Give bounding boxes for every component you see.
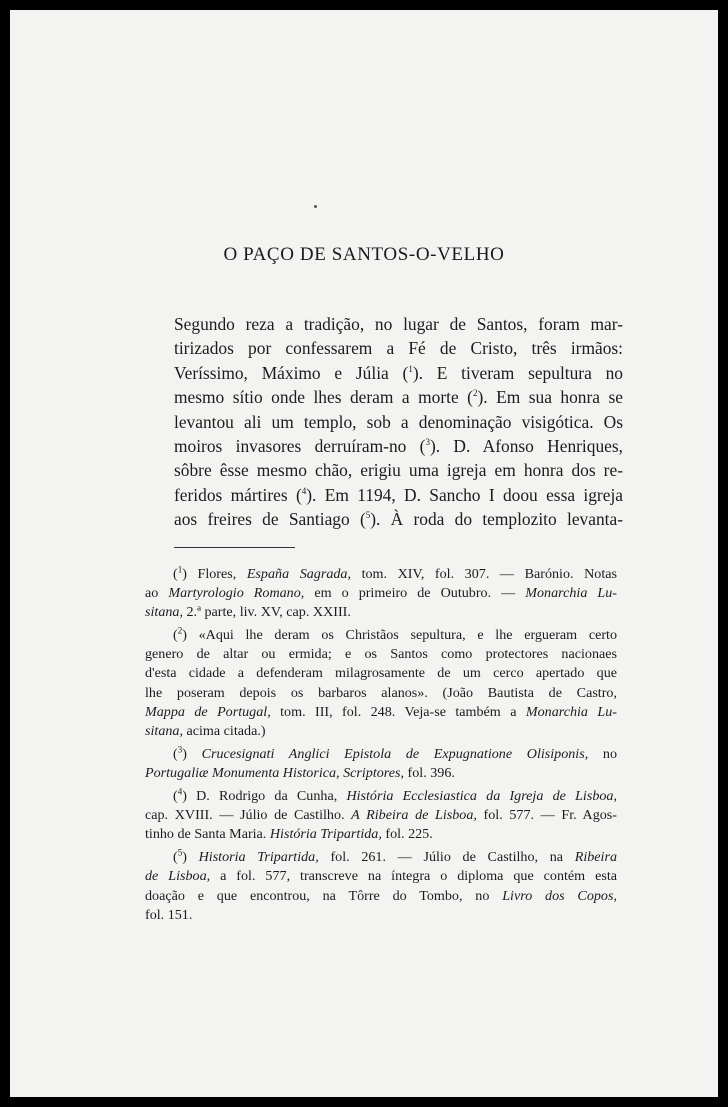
footnote-line: fol. 151. bbox=[145, 906, 193, 923]
body-line: Veríssimo, Máximo e Júlia ($^1$). E tiveram sepultura no bbox=[174, 362, 623, 383]
footnote-line: genero de altar ou ermida; e os Santos como protectores nacionaes bbox=[145, 646, 617, 663]
footnote-line: sitana, acima citada.) bbox=[145, 722, 266, 739]
footnotes bbox=[145, 565, 617, 925]
body-line: Segundo reza a tradição, no lugar de Santos, foram mar- bbox=[174, 314, 623, 334]
body-line: mesmo sítio onde lhes deram a morte ($^2$). Em sua honra se bbox=[174, 387, 623, 408]
ink-speck bbox=[314, 205, 317, 208]
footnote-line: de Lisboa, a fol. 577, transcreve na íntegra o diploma que contém esta bbox=[145, 868, 617, 885]
page-title: O PAÇO DE SANTOS-O-VELHO bbox=[223, 244, 505, 265]
body-line: feridos mártires ($^4$). Em 1194, D. Sancho I doou essa igreja bbox=[174, 484, 623, 505]
body-line: moiros invasores derruíram-no ($^3$). D. Afonso Henriques, bbox=[174, 436, 623, 457]
footnote-ref: 2 bbox=[472, 388, 478, 399]
footnote-5: ($^5$) Historia Tripartida, fol. 261. — Júlio de Castilho, na Ribeira bbox=[173, 847, 618, 866]
page-paper bbox=[10, 10, 718, 1097]
body-paragraph bbox=[174, 312, 623, 532]
footnote-ref: 3 bbox=[425, 437, 430, 448]
footnote-line: sitana, 2.ª parte, liv. XV, cap. XXIII. bbox=[145, 604, 351, 621]
footnote-ref: 4 bbox=[301, 486, 307, 497]
footnote-divider bbox=[174, 547, 295, 548]
footnote-line: Portugaliæ Monumenta Historica, Scriptores, fol. 396. bbox=[145, 764, 455, 781]
footnote-4: ($^4$) D. Rodrigo da Cunha, História Ecclesiastica da Igreja de Lisboa, bbox=[173, 786, 618, 805]
footnote-ref: 5 bbox=[365, 510, 371, 521]
footnote-line: tinho de Santa Maria. História Tripartida, fol. 225. bbox=[145, 826, 433, 843]
footnote-line: cap. XVIII. — Júlio de Castilho. A Ribeira de Lisboa, fol. 577. — Fr. Agos- bbox=[145, 807, 617, 824]
body-line: sôbre êsse mesmo chão, erigiu uma igreja em honra dos re- bbox=[174, 460, 623, 481]
footnote-line: doação e que encontrou, na Tôrre do Tombo, no Livro dos Copos, bbox=[145, 887, 617, 904]
body-line: levantou ali um templo, sob a denominação visigótica. Os bbox=[174, 411, 623, 432]
footnote-line: ao Martyrologio Romano, em o primeiro de Outubro. — Monarchia Lu- bbox=[145, 585, 617, 602]
footnote-2: ($^2$) «Aqui lhe deram os Christãos sepultura, e lhe ergueram certo bbox=[173, 625, 618, 644]
footnote-line: d'esta cidade a defenderam milagrosamente de um cerco apertado que bbox=[145, 665, 617, 682]
body-line: aos freires de Santiago ($^5$). À roda do templozito levanta- bbox=[174, 509, 623, 530]
body-line: tirizados por confessarem a Fé de Cristo, três irmãos: bbox=[174, 338, 623, 359]
footnote-1: ($^1$) Flores, España Sagrada, tom. XIV, fol. 307. — Barónio. Notas bbox=[173, 564, 617, 582]
footnote-line: lhe poseram depois os barbaros alanos». (João Bautista de Castro, bbox=[145, 684, 617, 701]
footnote-line: Mappa de Portugal, tom. III, fol. 248. Veja-se também a Monarchia Lu- bbox=[145, 703, 617, 720]
footnote-3: ($^3$) Crucesignati Anglici Epistola de Expugnatione Olisiponis, no bbox=[173, 744, 618, 762]
footnote-ref: 1 bbox=[408, 364, 413, 375]
